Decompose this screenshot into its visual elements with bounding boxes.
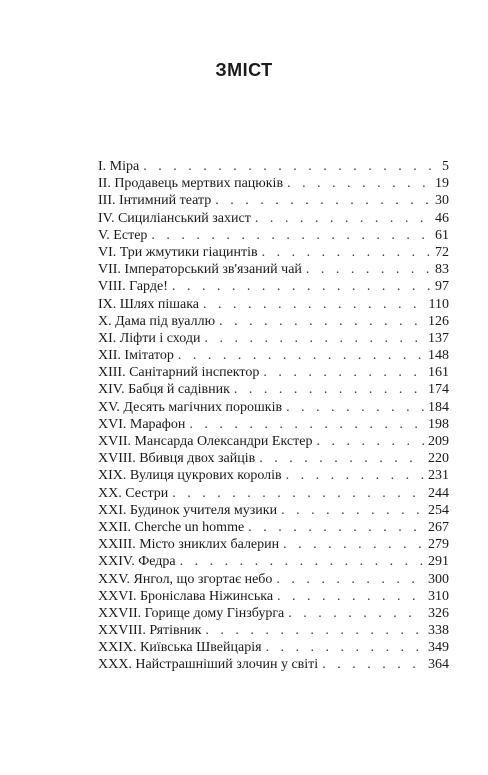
toc-entry-title: XXVII. Горище дому Гінзбурга [98,605,285,621]
toc-entry-page-number: 310 [428,588,449,604]
toc-entry-page-number: 364 [428,657,449,673]
toc-entry [98,605,449,622]
toc-entry-page-number: 19 [435,176,449,192]
toc-entry-page-number: 161 [428,365,449,381]
toc-entry-title: XXVI. Броніслава Ніжинська [98,588,274,604]
dot-leader [281,502,424,519]
dot-leader [172,485,424,502]
toc-entry [98,261,449,278]
toc-entry-title: V. Естер [98,227,148,243]
dot-leader [322,656,424,673]
dot-leader [204,330,424,347]
dot-leader [288,605,424,622]
toc-entry [98,416,449,433]
toc-entry [98,433,449,450]
dot-leader [180,553,424,570]
dot-leader [263,364,424,381]
toc-entry-title: VII. Імператорський зв'язаний чай [98,262,302,278]
dot-leader [262,244,431,261]
toc-entry-title: XIV. Бабця й садівник [98,382,230,398]
toc-entry [98,656,449,673]
toc-entry-title: XIII. Санітарний інспектор [98,365,260,381]
toc-entry-title: XXX. Найстрашніший злочин у світі [98,657,319,673]
table-of-contents [98,158,449,674]
toc-entry-title: XXI. Будинок учителя музики [98,502,278,518]
toc-entry [98,450,449,467]
toc-entry-title: IV. Сициліанський захист [98,210,251,226]
dot-leader [178,347,424,364]
toc-entry-page-number: 220 [428,451,449,467]
toc-entry-page-number: 254 [428,502,449,518]
toc-entry-page-number: 148 [428,348,449,364]
toc-entry [98,175,449,192]
toc-entry-title: XXIX. Київська Швейцарія [98,640,262,656]
toc-entry [98,467,449,484]
toc-entry [98,553,449,570]
dot-leader [283,536,424,553]
toc-entry [98,399,449,416]
toc-entry [98,296,449,313]
toc-entry-title: XXIII. Місто зниклих балерин [98,537,280,553]
toc-entry-title: X. Дама під вуаллю [98,313,216,329]
toc-entry-title: IX. Шлях пішака [98,296,200,312]
toc-entry-page-number: 338 [428,623,449,639]
toc-entry-title: XI. Ліфти і сходи [98,330,201,346]
dot-leader [203,296,425,313]
toc-entry-page-number: 174 [428,382,449,398]
toc-entry-title: XX. Сестри [98,485,169,501]
toc-entry-page-number: 83 [435,262,449,278]
toc-entry-page-number: 267 [428,519,449,535]
toc-entry-page-number: 126 [428,313,449,329]
dot-leader [234,381,424,398]
dot-leader [316,433,424,450]
toc-entry [98,313,449,330]
toc-entry-title: III. Інтимний театр [98,193,212,209]
toc-entry [98,588,449,605]
toc-entry-page-number: 184 [428,399,449,415]
dot-leader [151,227,431,244]
toc-entry-title: VIII. Гарде! [98,279,168,295]
dot-leader [215,192,431,209]
toc-entry-title: XII. Імітатор [98,348,174,364]
toc-entry-title: XVIII. Вбивця двох зайців [98,451,256,467]
toc-entry-title: XV. Десять магічних порошків [98,399,283,415]
dot-leader [248,519,424,536]
dot-leader [205,622,424,639]
toc-entry-title: XXVIII. Рятівник [98,623,202,639]
dot-leader [277,588,424,605]
toc-entry-page-number: 326 [428,605,449,621]
toc-entry-title: XXII. Cherche un homme [98,519,245,535]
toc-entry [98,364,449,381]
toc-entry-title: XXIV. Федра [98,554,176,570]
toc-entry-title: II. Продавець мертвих пацюків [98,176,284,192]
dot-leader [143,158,438,175]
toc-entry-page-number: 5 [442,159,449,174]
dot-leader [259,450,424,467]
toc-entry-page-number: 231 [428,468,449,484]
toc-entry-page-number: 291 [428,554,449,570]
toc-entry [98,210,449,227]
toc-entry [98,278,449,295]
toc-entry-page-number: 97 [435,279,449,295]
toc-entry [98,227,449,244]
toc-entry-page-number: 110 [428,296,449,312]
page-title: ЗМІСТ [215,60,273,80]
toc-entry [98,639,449,656]
dot-leader [286,399,424,416]
toc-entry-page-number: 137 [428,330,449,346]
dot-leader [219,313,424,330]
dot-leader [287,175,431,192]
toc-entry [98,536,449,553]
toc-entry [98,244,449,261]
toc-entry [98,381,449,398]
toc-entry [98,330,449,347]
toc-entry-title: XVII. Мансарда Олександри Екстер [98,434,313,449]
dot-leader [266,639,424,656]
toc-entry-page-number: 300 [428,571,449,587]
dot-leader [172,278,431,295]
toc-entry-title: XXV. Янгол, що згортає небо [98,571,273,587]
toc-entry-page-number: 72 [435,244,449,260]
dot-leader [306,261,431,278]
toc-entry-page-number: 244 [428,485,449,501]
toc-entry-title: XIX. Вулиця цукрових королів [98,468,282,484]
dot-leader [189,416,424,433]
toc-entry-page-number: 349 [428,640,449,656]
dot-leader [286,467,424,484]
toc-entry [98,158,449,175]
toc-entry [98,622,449,639]
toc-entry-title: VI. Три жмутики гіацинтів [98,244,258,260]
toc-entry-page-number: 30 [435,193,449,209]
toc-entry [98,192,449,209]
toc-entry-page-number: 209 [428,434,449,449]
dot-leader [255,210,431,227]
toc-entry [98,502,449,519]
toc-entry-page-number: 61 [435,227,449,243]
toc-entry [98,347,449,364]
toc-entry-page-number: 46 [435,210,449,226]
toc-entry-page-number: 279 [428,537,449,553]
dot-leader [276,571,424,588]
toc-entry-title: XVI. Марафон [98,416,186,432]
toc-entry [98,485,449,502]
toc-entry [98,571,449,588]
toc-entry [98,519,449,536]
toc-entry-page-number: 198 [428,416,449,432]
toc-entry-title: I. Міра [98,159,140,174]
